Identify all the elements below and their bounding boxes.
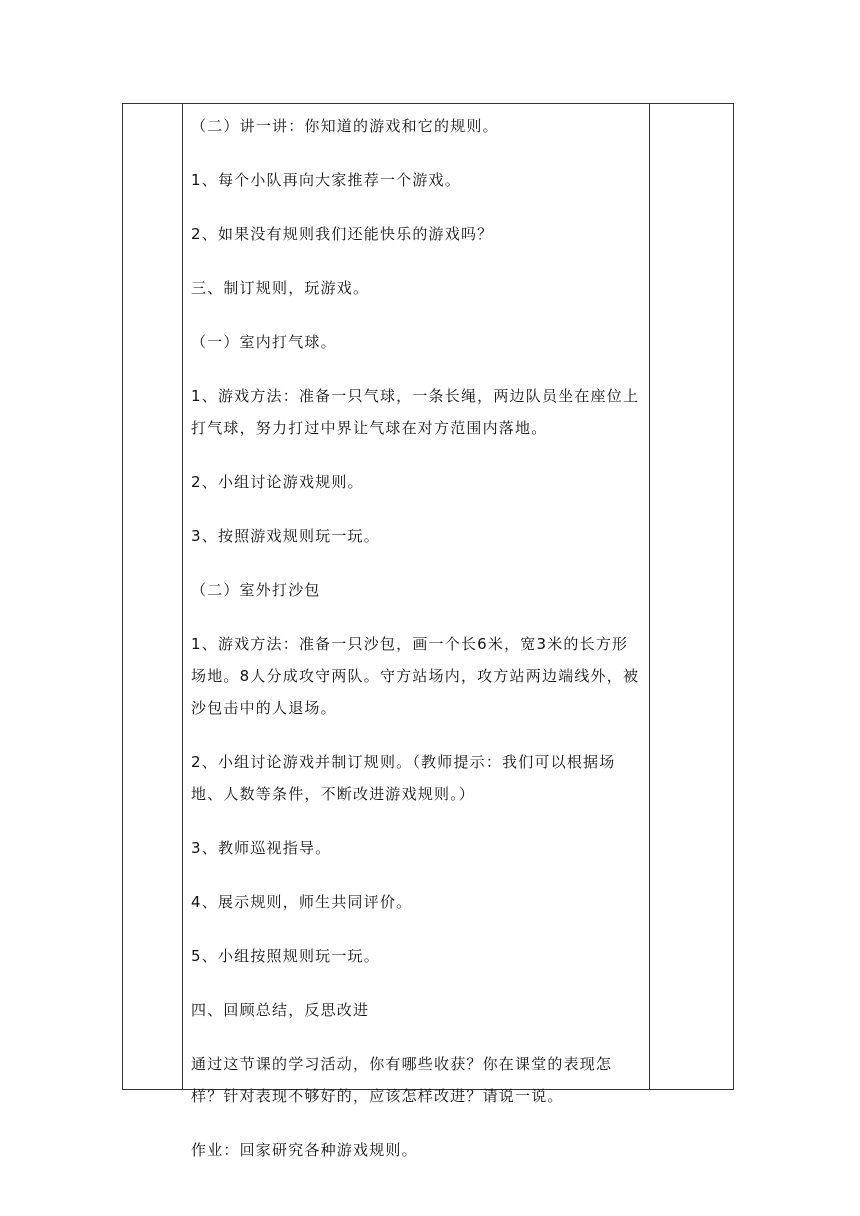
paragraph: 2、小组讨论游戏规则。 bbox=[191, 473, 364, 491]
paragraph: 2、小组讨论游戏并制订规则。（教师提示：我们可以根据场地、人数等条件，不断改进游戏规则。） bbox=[191, 753, 616, 803]
paragraph: 1、游戏方法：准备一只沙包，画一个长6米，宽3米的长方形场地。8人分成攻守两队。守方站场内，攻方站两边端线外，被沙包击中的人退场。 bbox=[191, 635, 640, 717]
section-heading: 四、回顾总结，反思改进 bbox=[191, 1001, 370, 1019]
paragraph: 3、教师巡视指导。 bbox=[191, 839, 332, 857]
homework-paragraph: 作业：回家研究各种游戏规则。 bbox=[191, 1141, 418, 1159]
section-heading: 三、制订规则，玩游戏。 bbox=[191, 279, 370, 297]
table-left-column bbox=[123, 104, 183, 1089]
lesson-table bbox=[122, 103, 734, 1159]
paragraph: 1、游戏方法：准备一只气球，一条长绳，两边队员坐在座位上打气球，努力打过中界让气球在对方范围内落地。 bbox=[191, 387, 640, 437]
paragraph: 1、每个小队再向大家推荐一个游戏。 bbox=[191, 171, 461, 189]
subsection-heading: （二）室外打沙包 bbox=[191, 581, 321, 599]
table-right-column bbox=[650, 104, 733, 1089]
paragraph: 3、按照游戏规则玩一玩。 bbox=[191, 527, 380, 545]
paragraph: 通过这节课的学习活动，你有哪些收获？你在课堂的表现怎样？针对表现不够好的，应该怎样改进？请说一说。 bbox=[191, 1055, 613, 1105]
table-content-column bbox=[183, 104, 650, 1159]
paragraph: 2、如果没有规则我们还能快乐的游戏吗？ bbox=[191, 225, 494, 243]
paragraph: 4、展示规则，师生共同评价。 bbox=[191, 893, 413, 911]
paragraph: （二）讲一讲：你知道的游戏和它的规则。 bbox=[191, 117, 499, 135]
subsection-heading: （一）室内打气球。 bbox=[191, 333, 337, 351]
paragraph: 5、小组按照规则玩一玩。 bbox=[191, 947, 380, 965]
